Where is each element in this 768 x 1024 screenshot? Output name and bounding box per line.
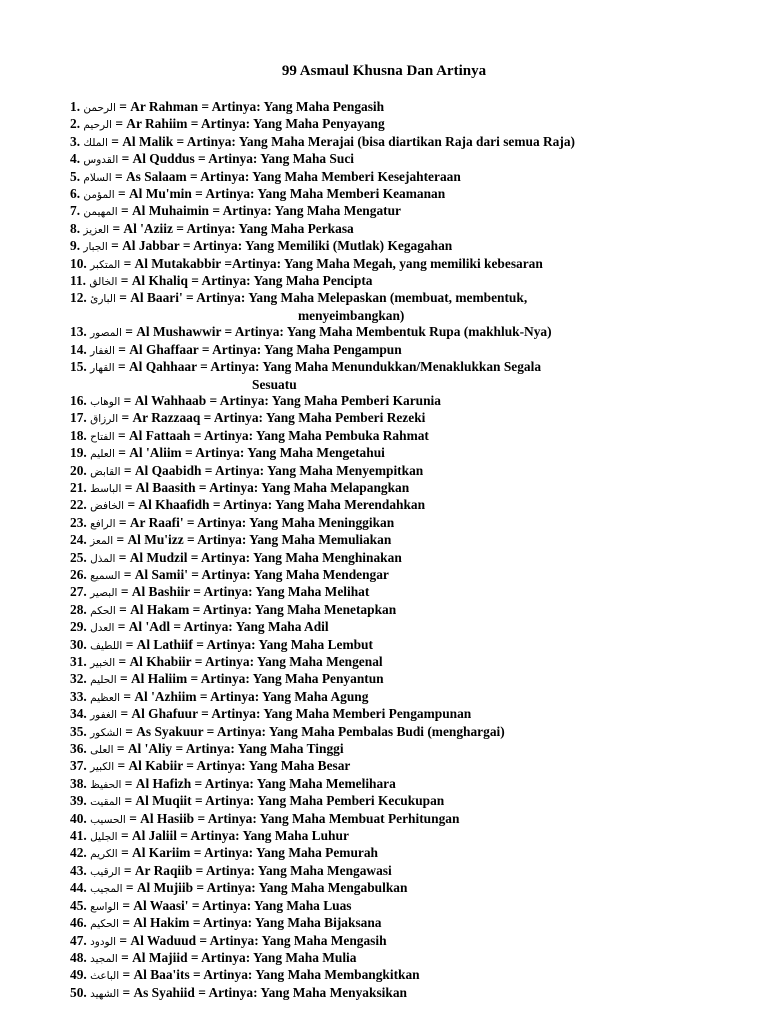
arabic-name: الودود (90, 935, 117, 948)
item-number: 15. (70, 359, 87, 375)
item-number: 44. (70, 880, 87, 896)
item-number: 37. (70, 758, 87, 774)
name-meaning: = Al Hakim = Artinya: Yang Maha Bijaksana (118, 915, 382, 931)
arabic-name: الحكيم (90, 918, 119, 931)
item-number: 16. (70, 392, 87, 408)
item-number: 46. (70, 915, 87, 931)
name-meaning: = Al Baasith = Artinya: Yang Maha Melapangkan (121, 479, 410, 495)
name-meaning: = Al Qaabidh = Artinya: Yang Maha Menyempitkan (120, 462, 424, 478)
list-item (70, 741, 750, 758)
name-meaning: = Al Malik = Artinya: Yang Maha Merajai (bisa diartikan Raja dari semua Raja) (107, 133, 575, 149)
item-number: 9. (70, 238, 81, 254)
item-number: 35. (70, 723, 87, 739)
item-number: 31. (70, 654, 87, 669)
list-item (70, 445, 750, 462)
item-number: 34. (70, 706, 87, 722)
list-item (70, 550, 750, 567)
name-meaning: = Al Samii' = Artinya: Yang Maha Mendengar (120, 566, 389, 582)
list-item (70, 776, 750, 793)
name-meaning: = Al Majiid = Artinya: Yang Maha Mulia (117, 949, 357, 965)
arabic-name: الرافع (90, 517, 116, 530)
list-item (70, 515, 750, 532)
list-item (70, 654, 750, 671)
item-number: 14. (70, 341, 87, 357)
arabic-name: المذل (90, 552, 116, 565)
list-item (70, 845, 750, 862)
item-number: 22. (70, 497, 87, 513)
list-item (70, 256, 750, 273)
list-item (70, 724, 750, 741)
list-item (70, 863, 750, 880)
arabic-name: الشهيد (90, 987, 120, 1000)
list-item (70, 689, 750, 706)
item-number: 30. (70, 636, 87, 652)
name-meaning: = Ar Rahman = Artinya: Yang Maha Pengasih (115, 99, 385, 114)
arabic-name: العليم (90, 448, 115, 461)
item-number: 41. (70, 828, 87, 844)
item-number: 29. (70, 619, 87, 635)
name-meaning: = Al 'Aliy = Artinya: Yang Maha Tinggi (113, 741, 344, 757)
arabic-name: المؤمن (83, 189, 115, 202)
list-item (70, 428, 750, 445)
list-item (70, 186, 750, 203)
arabic-name: المهيمن (83, 206, 118, 219)
item-number: 12. (70, 290, 87, 306)
arabic-name: الباعث (90, 970, 120, 983)
list-item (70, 116, 750, 133)
arabic-name: المتكبر (90, 258, 121, 271)
list-item (70, 671, 750, 688)
name-meaning: = Al Mutakabbir =Artinya: Yang Maha Megah, yang memiliki kebesaran (120, 255, 543, 271)
name-meaning: = Al Bashiir = Artinya: Yang Maha Melihat (117, 584, 370, 600)
list-item (70, 359, 750, 393)
list-item (70, 950, 750, 967)
list-item (70, 793, 750, 810)
item-number: 17. (70, 410, 87, 426)
list-item (70, 324, 750, 341)
name-meaning: = Al Muhaimin = Artinya: Yang Maha Mengatur (117, 203, 401, 219)
list-item (70, 828, 750, 845)
arabic-name: الخالق (89, 276, 118, 289)
name-meaning: = Al Hafizh = Artinya: Yang Maha Memelihara (121, 775, 396, 791)
item-number: 36. (70, 741, 87, 757)
name-meaning: = Al 'Aliim = Artinya: Yang Maha Mengetahui (114, 445, 385, 461)
name-meaning: = Al Kariim = Artinya: Yang Maha Pemurah (117, 845, 378, 861)
arabic-name: الرقيب (90, 865, 121, 878)
list-item (70, 898, 750, 915)
list-item (70, 933, 750, 950)
item-number: 5. (70, 168, 81, 184)
list-item (70, 410, 750, 427)
name-meaning: = Ar Raqiib = Artinya: Yang Maha Mengawasi (120, 862, 392, 878)
arabic-name: الغفور (90, 709, 118, 722)
name-meaning: = Al Fattaah = Artinya: Yang Maha Pembuka Rahmat (114, 427, 429, 443)
arabic-name: الفتاح (90, 430, 115, 443)
name-meaning: = Al Waduud = Artinya: Yang Maha Mengasih (116, 932, 387, 948)
name-meaning: = Al Mu'min = Artinya: Yang Maha Memberi Keamanan (114, 186, 446, 202)
name-meaning: = Al Khaafidh = Artinya: Yang Maha Merendahkan (124, 497, 426, 513)
arabic-name: العظيم (90, 691, 121, 704)
arabic-name: القابض (90, 465, 121, 478)
arabic-name: البارئ (90, 293, 116, 306)
name-meaning: = Al Ghaffaar = Artinya: Yang Maha Pengampun (114, 341, 402, 357)
name-meaning: = Al Haliim = Artinya: Yang Maha Penyantun (116, 671, 384, 687)
arabic-name: القهار (90, 362, 115, 375)
list-item (70, 134, 750, 151)
arabic-name: السلام (83, 171, 112, 184)
item-number: 4. (70, 151, 81, 167)
list-item (70, 880, 750, 897)
arabic-name: الخبير (90, 657, 116, 669)
name-meaning: = Al Baa'its = Artinya: Yang Maha Membangkitkan (119, 967, 420, 983)
list-item (70, 203, 750, 220)
item-number: 25. (70, 549, 87, 565)
list-item (70, 985, 750, 1002)
list-item (70, 811, 750, 828)
item-number: 27. (70, 584, 87, 600)
list-item (70, 151, 750, 168)
arabic-name: الجبار (83, 241, 108, 254)
arabic-name: العزيز (83, 223, 110, 236)
item-number: 8. (70, 220, 81, 236)
list-item (70, 342, 750, 359)
item-number: 10. (70, 255, 87, 271)
arabic-name: العدل (90, 622, 115, 635)
arabic-name: المقيت (90, 796, 122, 809)
arabic-name: القدوس (83, 154, 119, 167)
list-item (70, 706, 750, 723)
name-meaning: = Al Baari' = Artinya: Yang Maha Melepaskan (membuat, membentuk, (115, 290, 528, 306)
name-meaning: = Al Kabiir = Artinya: Yang Maha Besar (114, 758, 351, 774)
name-meaning: = Al Lathiif = Artinya: Yang Maha Lembut (122, 636, 373, 652)
name-meaning: = Ar Razzaaq = Artinya: Yang Maha Pemberi Rezeki (118, 410, 426, 426)
item-number: 26. (70, 566, 87, 582)
name-meaning: = As Salaam = Artinya: Yang Maha Memberi Kesejahteraan (111, 168, 461, 184)
arabic-name: الكبير (90, 761, 115, 774)
arabic-name: الحليم (90, 674, 117, 687)
item-number: 13. (70, 324, 87, 340)
list-item (70, 532, 750, 549)
name-meaning: = Al 'Adl = Artinya: Yang Maha Adil (114, 619, 329, 635)
name-meaning: = Al Muqiit = Artinya: Yang Maha Pemberi Kecukupan (121, 793, 445, 809)
item-number: 21. (70, 479, 87, 495)
arabic-name: الخافض (90, 500, 125, 513)
item-number: 28. (70, 601, 87, 617)
name-meaning: = Al 'Aziiz = Artinya: Yang Maha Perkasa (109, 220, 354, 236)
arabic-name: اللطيف (90, 639, 123, 652)
list-item (70, 602, 750, 619)
arabic-name: المعز (90, 535, 114, 548)
list-item (70, 497, 750, 514)
list-item (70, 393, 750, 410)
arabic-name: الرحيم (83, 119, 112, 132)
item-number: 32. (70, 671, 87, 687)
list-item (70, 290, 750, 324)
list-item (70, 273, 750, 290)
item-number: 45. (70, 897, 87, 913)
name-meaning: = Al Qahhaar = Artinya: Yang Maha Menundukkan/Menaklukkan Segala (114, 359, 542, 375)
list-item (70, 221, 750, 238)
name-meaning: = Al Mujiib = Artinya: Yang Maha Mengabulkan (122, 880, 408, 896)
name-meaning: = Al Ghafuur = Artinya: Yang Maha Memberi Pengampunan (117, 706, 472, 722)
list-item (70, 619, 750, 636)
item-number: 11. (70, 273, 86, 289)
name-meaning: = As Syahiid = Artinya: Yang Maha Menyaksikan (119, 984, 407, 1000)
item-number: 50. (70, 984, 87, 1000)
page-title: 99 Asmaul Khusna Dan Artinya (281, 63, 487, 79)
name-meaning: = Ar Raafi' = Artinya: Yang Maha Meninggikan (115, 514, 395, 530)
arabic-name: الغفار (90, 344, 115, 357)
arabic-name: الرزاق (90, 413, 119, 426)
arabic-name: الشكور (90, 726, 122, 739)
arabic-name: المصور (90, 327, 122, 340)
item-number: 48. (70, 949, 87, 965)
arabic-name: الوهاب (90, 395, 121, 408)
name-meaning: = Al Khabiir = Artinya: Yang Maha Mengenal (115, 654, 383, 669)
name-meaning: = Al Hasiib = Artinya: Yang Maha Membuat Perhitungan (125, 810, 460, 826)
asmaul-husna-list (70, 99, 750, 1002)
item-number: 40. (70, 810, 87, 826)
name-meaning: = Ar Rahiim = Artinya: Yang Maha Penyayang (111, 116, 385, 132)
list-item (70, 480, 750, 497)
name-meaning: = Al Jabbar = Artinya: Yang Memiliki (Mutlak) Kegagahan (107, 238, 453, 254)
list-item (70, 169, 750, 186)
arabic-name: الباسط (90, 482, 122, 495)
item-number: 47. (70, 932, 87, 948)
arabic-name: الجليل (90, 831, 118, 844)
item-number: 23. (70, 514, 87, 530)
arabic-name: الواسع (90, 900, 119, 913)
list-item (70, 567, 750, 584)
list-item (70, 758, 750, 775)
item-number: 33. (70, 688, 87, 704)
name-meaning: = As Syakuur = Artinya: Yang Maha Pembalas Budi (menghargai) (121, 723, 505, 739)
arabic-name: المجيد (90, 952, 118, 965)
item-number: 49. (70, 967, 87, 983)
item-number: 6. (70, 186, 81, 202)
item-number: 19. (70, 445, 87, 461)
list-item (70, 463, 750, 480)
item-number: 2. (70, 116, 81, 132)
name-meaning: = Al Mudzil = Artinya: Yang Maha Menghinakan (115, 549, 402, 565)
name-meaning: = Al Mu'izz = Artinya: Yang Maha Memuliakan (113, 532, 392, 548)
arabic-name: العلى (90, 744, 114, 757)
list-item (70, 99, 750, 116)
item-number: 18. (70, 427, 87, 443)
list-item (70, 637, 750, 654)
meaning-continuation: Sesuatu (252, 376, 297, 392)
name-meaning: = Al Quddus = Artinya: Yang Maha Suci (118, 151, 354, 167)
item-number: 39. (70, 793, 87, 809)
arabic-name: الملك (83, 136, 108, 149)
list-item (70, 238, 750, 255)
name-meaning: = Al Hakam = Artinya: Yang Maha Menetapkan (115, 601, 397, 617)
name-meaning: = Al Mushawwir = Artinya: Yang Maha Membentuk Rupa (makhluk-Nya) (121, 324, 552, 340)
name-meaning: = Al 'Azhiim = Artinya: Yang Maha Agung (120, 688, 369, 704)
arabic-name: الرحمن (83, 102, 116, 114)
arabic-name: الحفيظ (90, 778, 122, 791)
list-item (70, 915, 750, 932)
meaning-continuation: menyeimbangkan) (298, 307, 405, 323)
name-meaning: = Al Khaliq = Artinya: Yang Maha Pencipta (117, 273, 373, 289)
arabic-name: السميع (90, 569, 121, 582)
arabic-name: البصير (90, 587, 118, 600)
name-meaning: = Al Jaliil = Artinya: Yang Maha Luhur (117, 828, 349, 844)
item-number: 43. (70, 862, 87, 878)
list-item (70, 967, 750, 984)
name-meaning: = Al Waasi' = Artinya: Yang Maha Luas (118, 897, 352, 913)
item-number: 38. (70, 775, 87, 791)
arabic-name: الحسيب (90, 813, 126, 826)
arabic-name: المجيب (90, 883, 123, 896)
item-number: 7. (70, 203, 81, 219)
arabic-name: الكريم (90, 848, 118, 861)
arabic-name: الحكم (90, 604, 116, 617)
item-number: 20. (70, 462, 87, 478)
item-number: 1. (70, 99, 81, 114)
item-number: 42. (70, 845, 87, 861)
item-number: 3. (70, 133, 81, 149)
item-number: 24. (70, 532, 87, 548)
name-meaning: = Al Wahhaab = Artinya: Yang Maha Pemberi Karunia (120, 392, 441, 408)
list-item (70, 584, 750, 601)
